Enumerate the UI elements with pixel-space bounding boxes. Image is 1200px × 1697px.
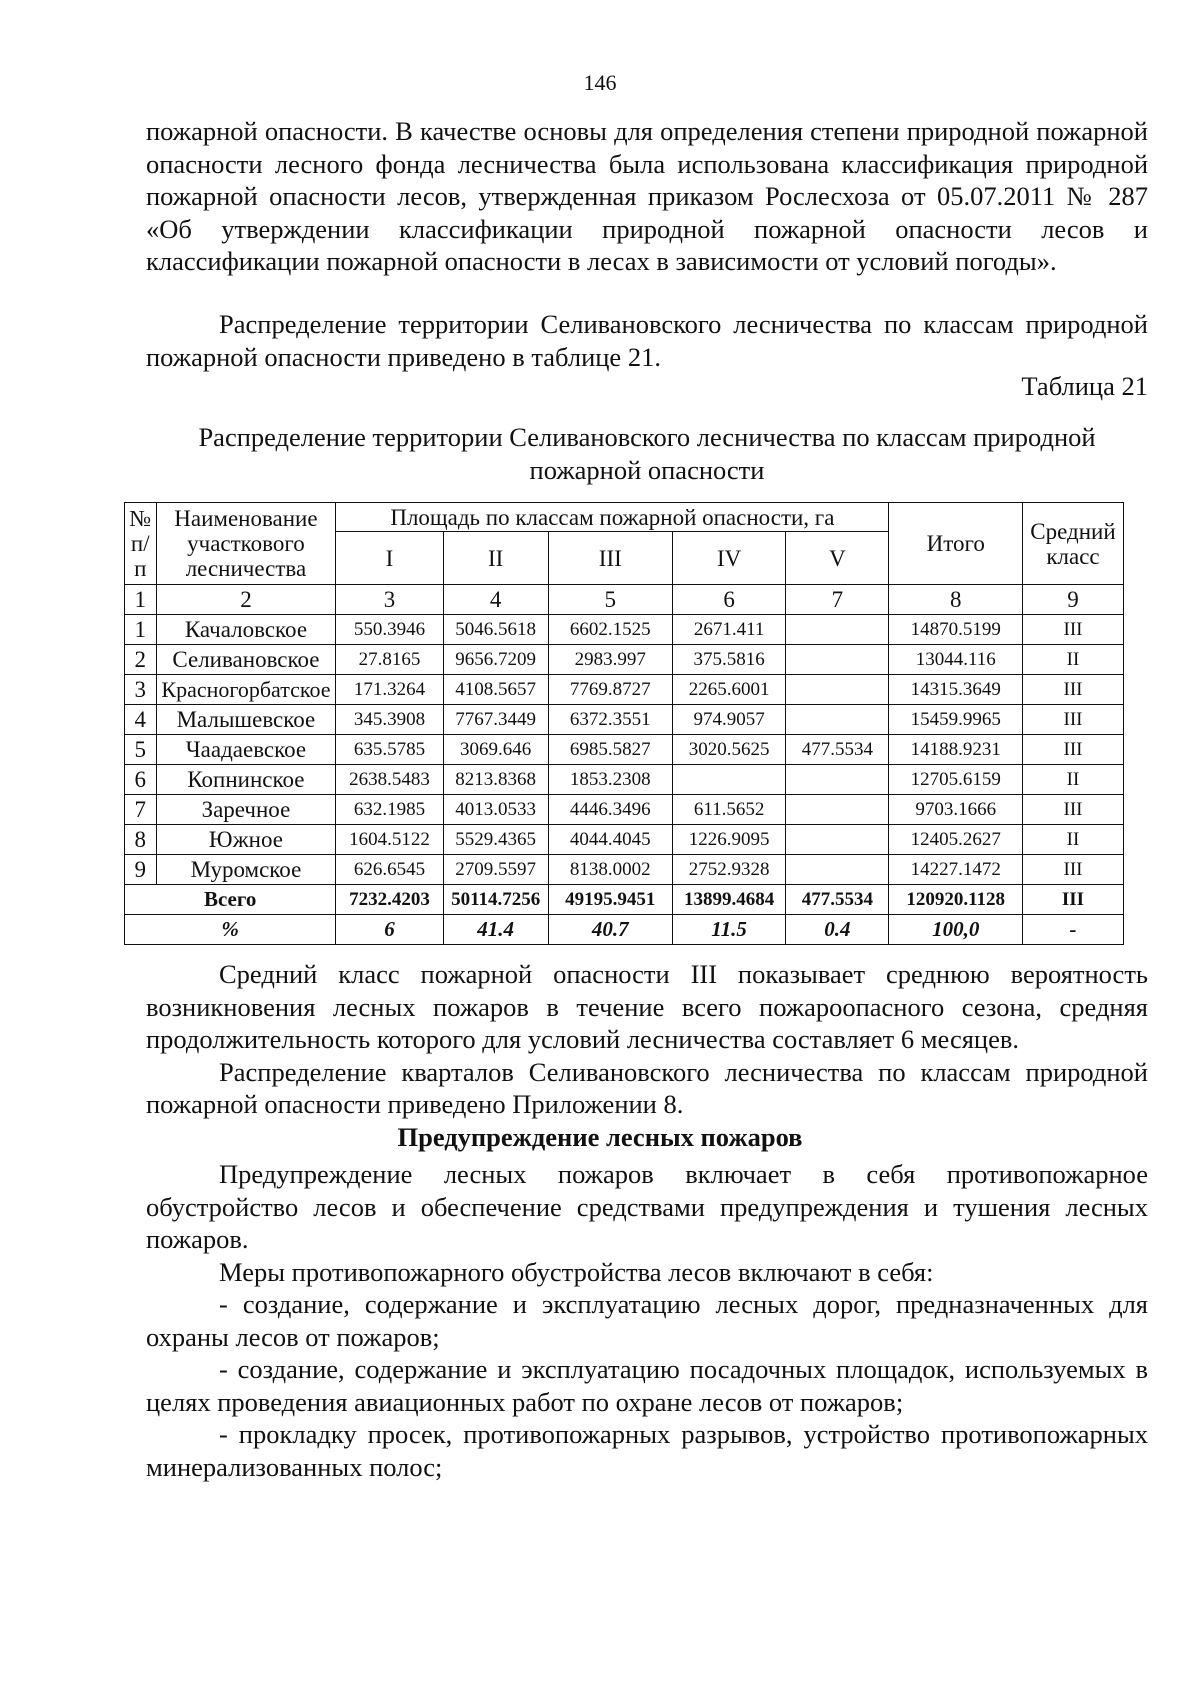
row-class-4: 611.5652 xyxy=(672,795,786,825)
row-class-1: 345.3908 xyxy=(336,705,443,735)
row-class-5 xyxy=(786,825,889,855)
row-class-1: 2638.5483 xyxy=(336,765,443,795)
row-name: Селивановское xyxy=(156,645,336,675)
row-avg-class: II xyxy=(1022,765,1123,795)
row-total: 15459.9965 xyxy=(889,705,1023,735)
header-name: Наименование участкового лесничества xyxy=(156,503,336,585)
row-num: 6 xyxy=(125,765,157,795)
header-area-group: Площадь по классам пожарной опасности, га xyxy=(336,503,889,532)
percent-class-4: 11.5 xyxy=(672,915,786,945)
column-index: 3 xyxy=(336,585,443,615)
percent-class-3: 40.7 xyxy=(548,915,672,945)
row-total: 12405.2627 xyxy=(889,825,1023,855)
row-class-2: 5046.5618 xyxy=(443,615,548,645)
row-num: 2 xyxy=(125,645,157,675)
row-class-1: 171.3264 xyxy=(336,675,443,705)
column-index-row xyxy=(125,585,1124,615)
table-label: Таблица 21 xyxy=(1021,371,1148,401)
row-class-3: 6985.5827 xyxy=(548,735,672,765)
column-index: 5 xyxy=(548,585,672,615)
row-num: 7 xyxy=(125,795,157,825)
row-class-5 xyxy=(786,705,889,735)
row-num: 3 xyxy=(125,675,157,705)
total-row-label: Всего xyxy=(125,885,336,915)
total-class-2: 50114.7256 xyxy=(443,885,548,915)
row-class-3: 4044.4045 xyxy=(548,825,672,855)
percent-class-5: 0.4 xyxy=(786,915,889,945)
row-class-1: 635.5785 xyxy=(336,735,443,765)
row-total: 12705.6159 xyxy=(889,765,1023,795)
row-class-5 xyxy=(786,855,889,885)
row-class-5 xyxy=(786,645,889,675)
row-name: Чаадаевское xyxy=(156,735,336,765)
row-class-3: 1853.2308 xyxy=(548,765,672,795)
row-num: 5 xyxy=(125,735,157,765)
row-class-1: 626.6545 xyxy=(336,855,443,885)
section-paragraph: Меры противопожарного обустройства лесов включают в себя: xyxy=(219,1256,934,1287)
row-class-4: 375.5816 xyxy=(672,645,786,675)
row-avg-class: II xyxy=(1022,825,1123,855)
row-total: 14227.1472 xyxy=(889,855,1023,885)
row-avg-class: III xyxy=(1022,795,1123,825)
row-class-4: 974.9057 xyxy=(672,705,786,735)
measure-item: - прокладку просек, противопожарных разрывов, устройство противопожарных минерализованных полос; xyxy=(146,1419,1148,1482)
row-class-2: 9656.7209 xyxy=(443,645,548,675)
column-index: 1 xyxy=(125,585,157,615)
header-total: Итого xyxy=(889,503,1023,585)
row-avg-class: II xyxy=(1022,645,1123,675)
row-class-3: 7769.8727 xyxy=(548,675,672,705)
after-table-block xyxy=(146,958,1148,1121)
row-name: Малышевское xyxy=(156,705,336,735)
row-class-3: 8138.0002 xyxy=(548,855,672,885)
total-avg-class: III xyxy=(1022,885,1123,915)
table-reference-paragraph: Распределение территории Селивановского лесничества по классам природной пожарной опасности приведено в таблице 21. xyxy=(146,309,1148,372)
row-class-2: 3069.646 xyxy=(443,735,548,765)
table-row xyxy=(125,825,1124,855)
row-avg-class: III xyxy=(1022,735,1123,765)
total-class-3: 49195.9451 xyxy=(548,885,672,915)
column-index: 6 xyxy=(672,585,786,615)
avg-class-paragraph: Средний класс пожарной опасности III показывает среднюю вероятность возникновения лесных пожаров в течение всего пожароопасного сезона, средняя продолжительность которого для условий лесничества составляет 6 месяцев. xyxy=(146,959,1148,1054)
row-num: 1 xyxy=(125,615,157,645)
row-class-5 xyxy=(786,795,889,825)
row-total: 13044.116 xyxy=(889,645,1023,675)
table-row xyxy=(125,645,1124,675)
total-class-5: 477.5534 xyxy=(786,885,889,915)
table-reference-block xyxy=(146,308,1148,373)
appendix-reference-paragraph: Распределение кварталов Селивановского лесничества по классам природной пожарной опасности приведено Приложении 8. xyxy=(146,1056,1148,1119)
row-total: 14188.9231 xyxy=(889,735,1023,765)
total-sum: 120920.1128 xyxy=(889,885,1023,915)
percent-row-label: % xyxy=(125,915,336,945)
row-class-2: 2709.5597 xyxy=(443,855,548,885)
row-class-2: 7767.3449 xyxy=(443,705,548,735)
row-class-5 xyxy=(786,765,889,795)
header-num: № п/п xyxy=(125,503,157,585)
row-class-5 xyxy=(786,615,889,645)
measure-item: - создание, содержание и эксплуатацию лесных дорог, предназначенных для охраны лесов от пожаров; xyxy=(146,1289,1148,1352)
header-class-5: V xyxy=(786,532,889,585)
row-class-1: 27.8165 xyxy=(336,645,443,675)
row-name: Копнинское xyxy=(156,765,336,795)
row-num: 8 xyxy=(125,825,157,855)
table-row xyxy=(125,795,1124,825)
row-class-4: 2671.411 xyxy=(672,615,786,645)
column-index: 7 xyxy=(786,585,889,615)
percent-class-2: 41.4 xyxy=(443,915,548,945)
section-paragraph: Предупреждение лесных пожаров включает в себя противопожарное обустройство лесов и обеспечение средствами предупреждения и тушения лесных пожаров. xyxy=(146,1159,1148,1254)
row-total: 14315.3649 xyxy=(889,675,1023,705)
column-index: 2 xyxy=(156,585,336,615)
row-total: 14870.5199 xyxy=(889,615,1023,645)
row-class-2: 4013.0533 xyxy=(443,795,548,825)
row-class-2: 5529.4365 xyxy=(443,825,548,855)
row-class-3: 2983.997 xyxy=(548,645,672,675)
row-class-2: 8213.8368 xyxy=(443,765,548,795)
measure-item: - создание, содержание и эксплуатацию посадочных площадок, используемых в целях проведения авиационных работ по охране лесов от пожаров; xyxy=(146,1354,1148,1417)
fire-hazard-table xyxy=(124,502,1124,945)
row-class-1: 550.3946 xyxy=(336,615,443,645)
column-index: 4 xyxy=(443,585,548,615)
table-row xyxy=(125,765,1124,795)
section-heading: Предупреждение лесных пожаров xyxy=(397,1122,803,1152)
row-name: Муромское xyxy=(156,855,336,885)
header-class-2: II xyxy=(443,532,548,585)
row-name: Заречное xyxy=(156,795,336,825)
table-row xyxy=(125,855,1124,885)
row-avg-class: III xyxy=(1022,615,1123,645)
row-class-3: 6372.3551 xyxy=(548,705,672,735)
column-index: 8 xyxy=(889,585,1023,615)
row-name: Красногорбатское xyxy=(156,675,336,705)
row-avg-class: III xyxy=(1022,675,1123,705)
row-class-3: 6602.1525 xyxy=(548,615,672,645)
total-row xyxy=(125,885,1124,915)
row-class-3: 4446.3496 xyxy=(548,795,672,825)
header-class-3: III xyxy=(548,532,672,585)
row-class-1: 1604.5122 xyxy=(336,825,443,855)
percent-total: 100,0 xyxy=(889,915,1023,945)
table-row xyxy=(125,705,1124,735)
row-total: 9703.1666 xyxy=(889,795,1023,825)
row-num: 4 xyxy=(125,705,157,735)
percent-row xyxy=(125,915,1124,945)
intro-paragraph: пожарной опасности. В качестве основы для определения степени природной пожарной опасности лесного фонда лесничества была использована классификация природной пожарной опасности лесов, утвержденная приказом Рослесхоза от 05.07.2011 № 287 «Об утверждении классификации природной пожарной опасности лесов и классификации пожарной опасности в лесах в зависимости от условий погоды». xyxy=(146,116,1148,276)
header-class-1: I xyxy=(336,532,443,585)
header-class-4: IV xyxy=(672,532,786,585)
section-body xyxy=(146,1158,1148,1483)
percent-class-1: 6 xyxy=(336,915,443,945)
row-name: Южное xyxy=(156,825,336,855)
row-class-1: 632.1985 xyxy=(336,795,443,825)
row-class-4: 1226.9095 xyxy=(672,825,786,855)
row-class-5 xyxy=(786,675,889,705)
row-avg-class: III xyxy=(1022,705,1123,735)
column-index: 9 xyxy=(1022,585,1123,615)
row-class-4 xyxy=(672,765,786,795)
header-avg-class: Средний класс xyxy=(1022,503,1123,585)
total-class-4: 13899.4684 xyxy=(672,885,786,915)
intro-paragraph-block xyxy=(146,115,1148,278)
percent-avg-class: - xyxy=(1022,915,1123,945)
row-class-4: 2752.9328 xyxy=(672,855,786,885)
row-avg-class: III xyxy=(1022,855,1123,885)
row-name: Качаловское xyxy=(156,615,336,645)
row-class-2: 4108.5657 xyxy=(443,675,548,705)
page-number: 146 xyxy=(583,70,617,95)
row-class-4: 3020.5625 xyxy=(672,735,786,765)
row-class-5: 477.5534 xyxy=(786,735,889,765)
table-title: Распределение территории Селивановского лесничества по классам природной пожарной опасности xyxy=(198,422,1096,485)
table-row xyxy=(125,615,1124,645)
table-row xyxy=(125,675,1124,705)
row-class-4: 2265.6001 xyxy=(672,675,786,705)
row-num: 9 xyxy=(125,855,157,885)
total-class-1: 7232.4203 xyxy=(336,885,443,915)
table-row xyxy=(125,735,1124,765)
